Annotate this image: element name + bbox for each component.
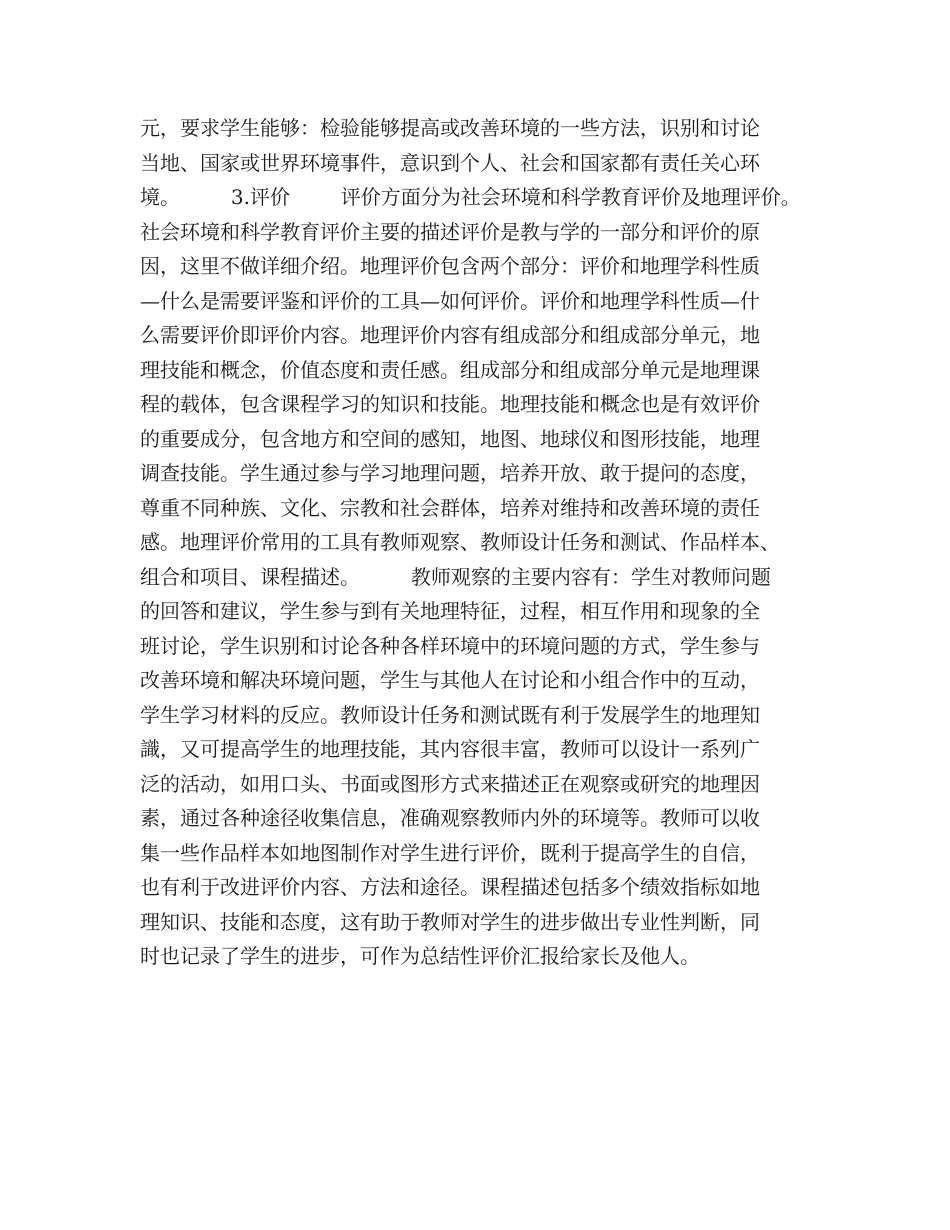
text-line: 識，又可提高学生的地理技能，其内容很丰富，教师可以设计一系列广 bbox=[140, 737, 760, 761]
text-line: 理技能和概念，价值态度和责任感。组成部分和组成部分单元是地理课 bbox=[140, 357, 760, 382]
text-line: 元，要求学生能够：检验能够提高或改善环境的一些方法，识别和讨论 bbox=[140, 116, 760, 140]
text-line: 尊重不同种族、文化、宗教和社会群体，培养对维持和改善环境的责任 bbox=[140, 495, 760, 520]
text-line: 学生学习材料的反应。教师设计任务和测试既有利于发展学生的地理知 bbox=[140, 702, 760, 727]
text-line: 泛的活动，如用口头、书面或图形方式来描述正在观察或研究的地理因 bbox=[140, 771, 760, 796]
text-line: 调查技能。学生通过参与学习地理问题，培养开放、敢于提问的态度， bbox=[140, 461, 760, 485]
text-line: 的回答和建议，学生参与到有关地理特征，过程，相互作用和现象的全 bbox=[140, 599, 760, 623]
text-line: 班讨论，学生识别和讨论各种各样环境中的环境问题的方式，学生参与 bbox=[140, 633, 760, 658]
text-line: 也有利于改进评价内容、方法和途径。课程描述包括多个绩效指标如地 bbox=[140, 875, 760, 899]
text-line: 因，这里不做详细介绍。地理评价包含两个部分：评价和地理学科性质 bbox=[140, 254, 760, 278]
text-line: 社会环境和科学教育评价主要的描述评价是教与学的一部分和评价的原 bbox=[140, 219, 760, 244]
text-line: 集一些作品样本如地图制作对学生进行评价，既利于提高学生的自信， bbox=[140, 840, 760, 865]
body-paragraph bbox=[140, 111, 830, 974]
text-line: 程的载体，包含课程学习的知识和技能。地理技能和概念也是有效评价 bbox=[140, 392, 760, 416]
text-line: 组合和项目、课程描述。 教师观察的主要内容有：学生对教师问题 bbox=[140, 564, 771, 589]
text-line: —什么是需要评鉴和评价的工具—如何评价。评价和地理学科性质—什 bbox=[140, 288, 760, 313]
text-line: 改善环境和解决环境问题，学生与其他人在讨论和小组合作中的互动， bbox=[140, 668, 760, 692]
text-line: 理知识、技能和态度，这有助于教师对学生的进步做出专业性判断，同 bbox=[140, 909, 760, 934]
text-line: 么需要评价即评价内容。地理评价内容有组成部分和组成部分单元，地 bbox=[140, 323, 760, 347]
text-line: 当地、国家或世界环境事件，意识到个人、社会和国家都有责任关心环 bbox=[140, 150, 760, 175]
text-line: 素，通过各种途径收集信息，准确观察教师内外的环境等。教师可以收 bbox=[140, 806, 760, 830]
text-line: 时也记录了学生的进步，可作为总结性评价汇报给家长及他人。 bbox=[140, 944, 700, 968]
text-line: 感。地理评价常用的工具有教师观察、教师设计任务和测试、作品样本、 bbox=[140, 530, 780, 554]
text-line: 的重要成分，包含地方和空间的感知，地图、地球仪和图形技能，地理 bbox=[140, 426, 760, 451]
text-line: 境。 3.评价 评价方面分为社会环境和科学教育评价及地理评价。 bbox=[140, 185, 801, 209]
